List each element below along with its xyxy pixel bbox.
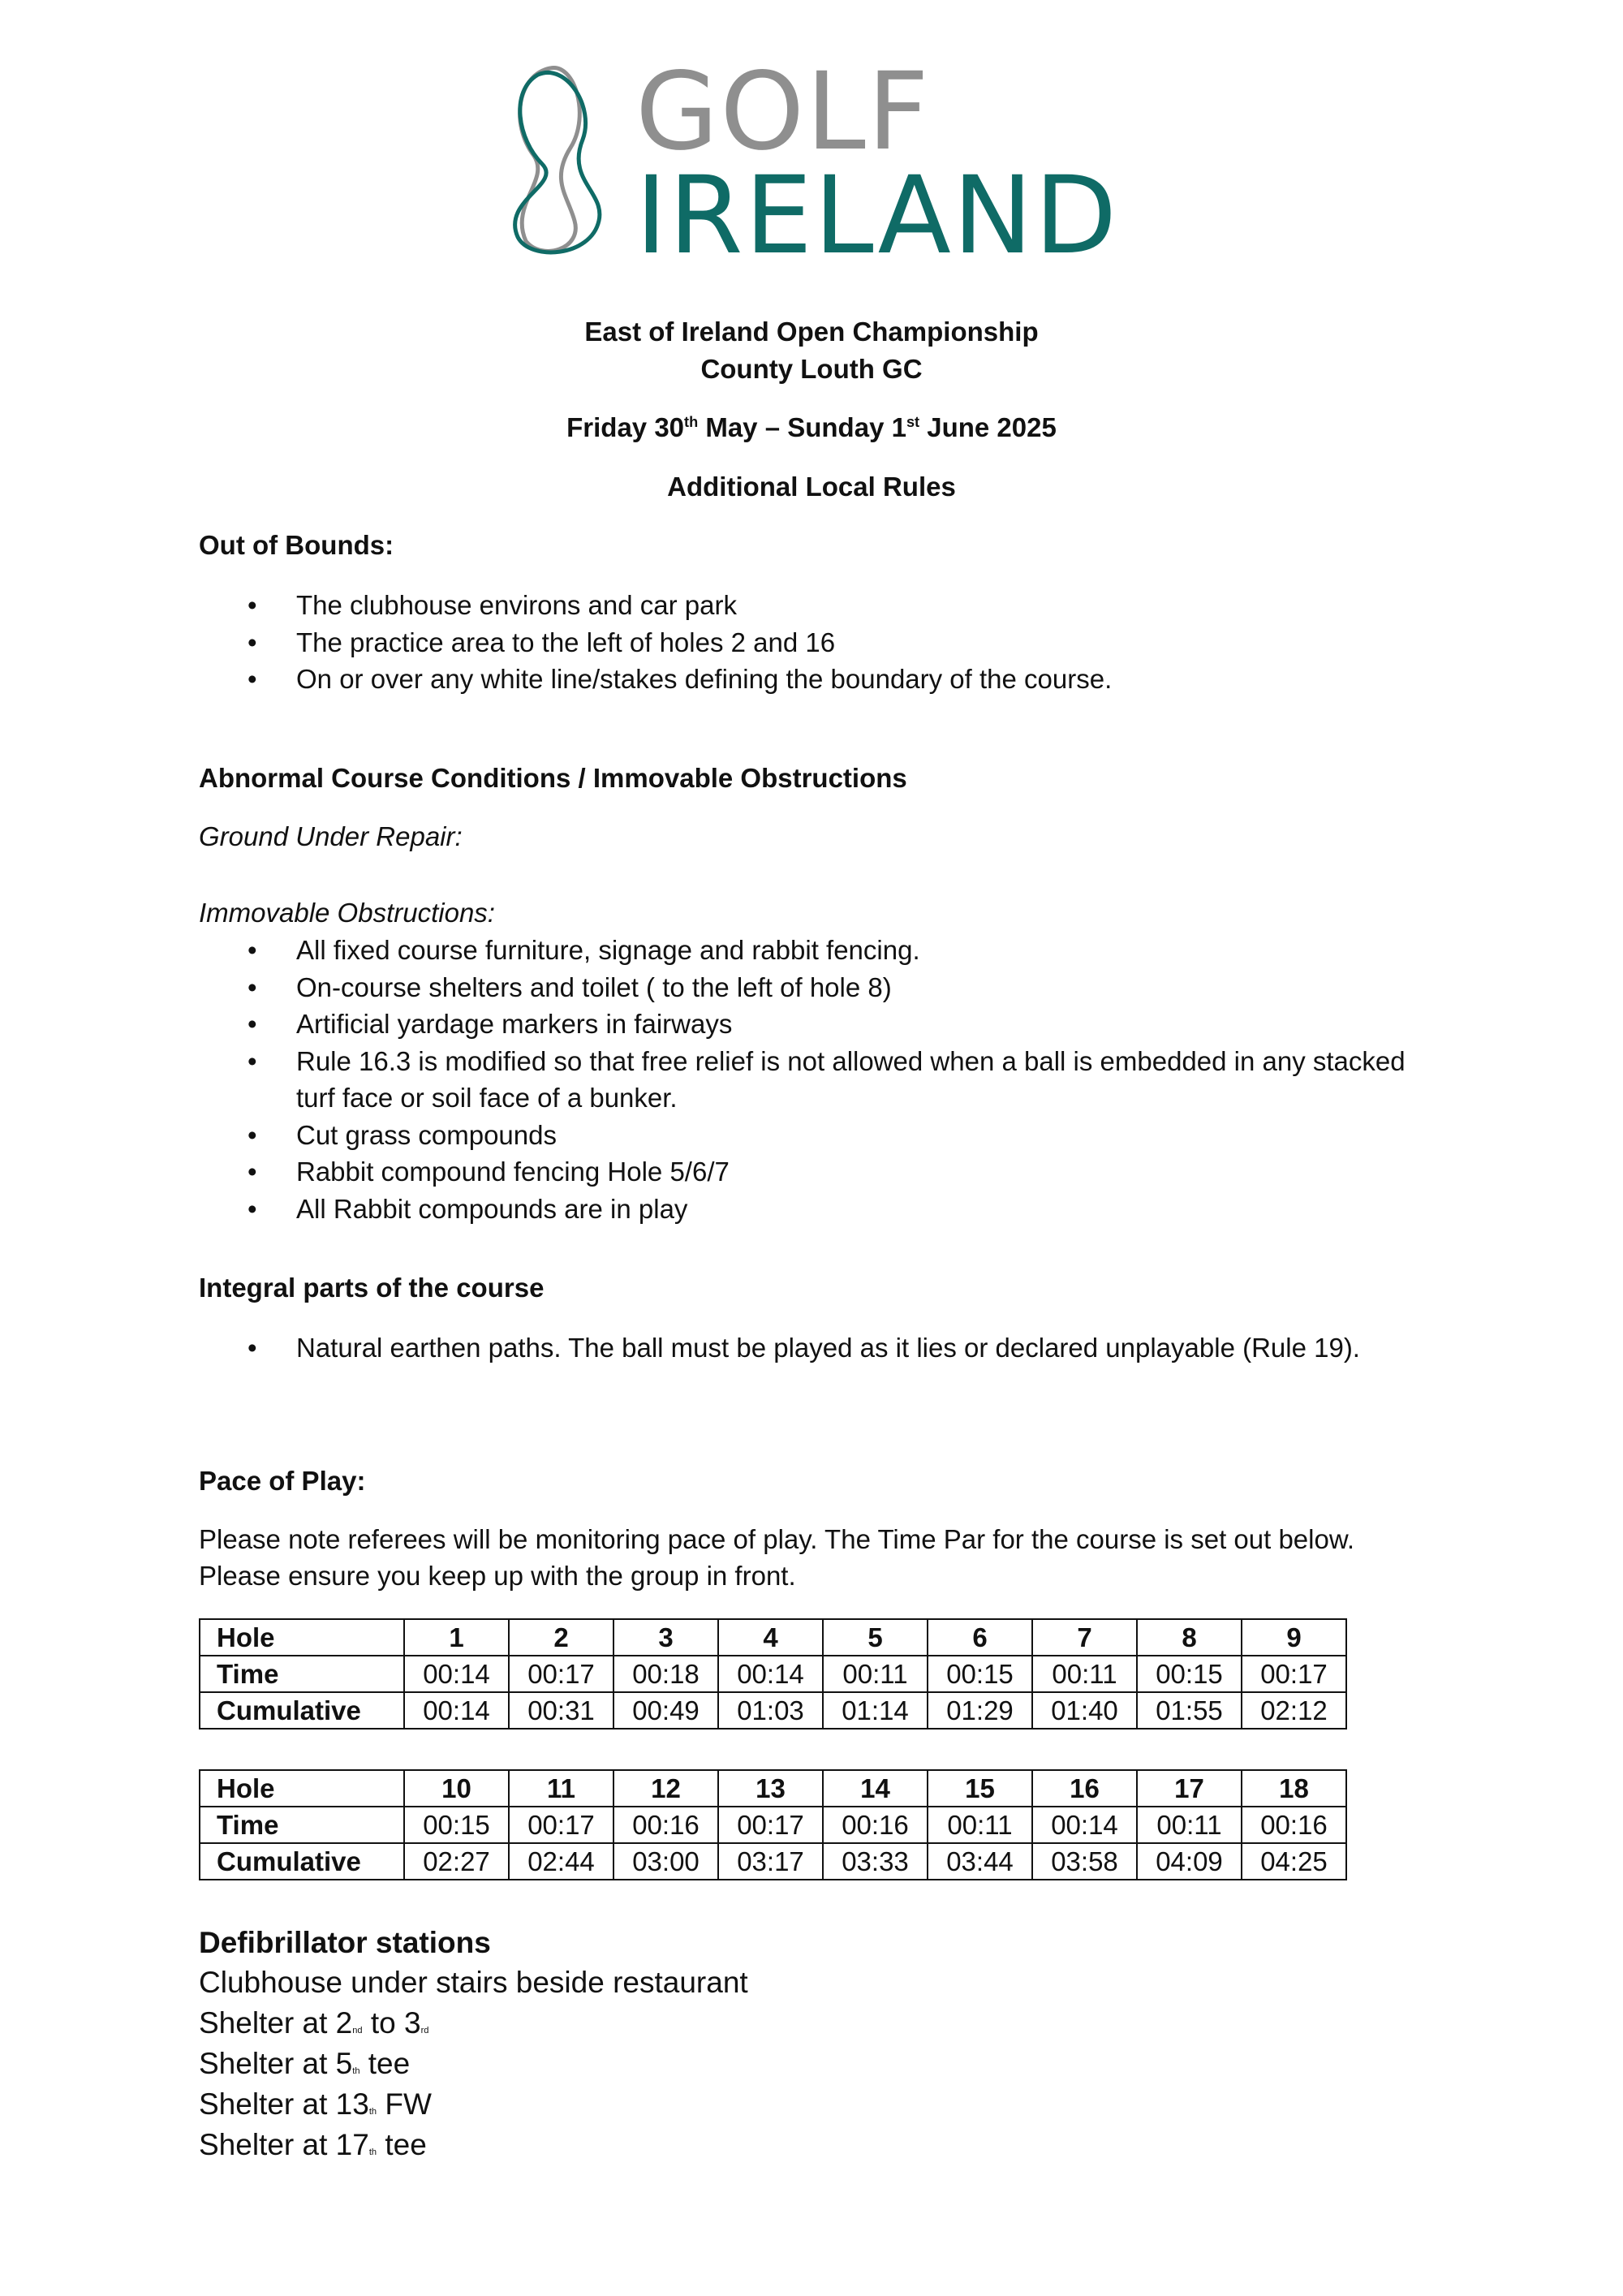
cumulative-cell: 03:44 xyxy=(928,1843,1032,1880)
hole-number: 1 xyxy=(404,1619,509,1656)
table-row xyxy=(200,1656,1346,1692)
hole-number: 6 xyxy=(928,1619,1032,1656)
list-item: • Artificial yardage markers in fairways xyxy=(199,1006,1432,1043)
gur-label: Ground Under Repair: xyxy=(199,821,463,851)
cumulative-cell: 02:44 xyxy=(509,1843,613,1880)
time-cell: 00:11 xyxy=(1032,1656,1137,1692)
logo-golf-text: GOLF xyxy=(635,50,931,174)
hole-number: 2 xyxy=(509,1619,613,1656)
hole-number: 16 xyxy=(1032,1770,1137,1807)
time-cell: 00:18 xyxy=(613,1656,718,1692)
row-label: Cumulative xyxy=(200,1692,404,1729)
list-item: • Natural earthen paths. The ball must be played as it lies or declared unplayable (Rule 19). xyxy=(199,1329,1432,1367)
abnormal-heading: Abnormal Course Conditions / Immovable Obstructions xyxy=(199,763,907,793)
hole-number: 14 xyxy=(823,1770,928,1807)
time-cell: 00:14 xyxy=(718,1656,823,1692)
list-item: • Rabbit compound fencing Hole 5/6/7 xyxy=(199,1153,1432,1191)
hole-number: 11 xyxy=(509,1770,613,1807)
io-label: Immovable Obstructions: xyxy=(199,898,495,928)
hole-number: 9 xyxy=(1242,1619,1346,1656)
list-item: • Cut grass compounds xyxy=(199,1117,1432,1154)
immovable-obstructions-list xyxy=(199,932,1432,1227)
cumulative-cell: 03:00 xyxy=(613,1843,718,1880)
defib-station: Shelter at 17th tee xyxy=(199,2128,427,2161)
time-cell: 00:16 xyxy=(1242,1807,1346,1843)
cumulative-cell: 00:49 xyxy=(613,1692,718,1729)
row-label: Cumulative xyxy=(200,1843,404,1880)
time-cell: 00:15 xyxy=(404,1807,509,1843)
cumulative-cell: 02:12 xyxy=(1242,1692,1346,1729)
defib-station: Clubhouse under stairs beside restaurant xyxy=(199,1966,748,1999)
hole-number: 5 xyxy=(823,1619,928,1656)
hole-number: 4 xyxy=(718,1619,823,1656)
cumulative-cell: 03:17 xyxy=(718,1843,823,1880)
time-cell: 00:14 xyxy=(404,1656,509,1692)
document-subtitle: Additional Local Rules xyxy=(667,472,956,502)
cumulative-cell: 03:58 xyxy=(1032,1843,1137,1880)
list-item: • The clubhouse environs and car park xyxy=(199,587,1416,624)
time-par-table-front xyxy=(199,1618,1347,1730)
defib-heading: Defibrillator stations xyxy=(199,1926,491,1959)
table-row xyxy=(200,1770,1346,1807)
event-dates: Friday 30th May – Sunday 1st June 2025 xyxy=(566,412,1057,442)
pace-text: Please note referees will be monitoring pace of play. The Time Par for the course is set out below. Please ensure you keep up with the group in front. xyxy=(199,1524,1355,1591)
cumulative-cell: 02:27 xyxy=(404,1843,509,1880)
table-row xyxy=(200,1843,1346,1880)
cumulative-cell: 00:31 xyxy=(509,1692,613,1729)
table-row xyxy=(200,1807,1346,1843)
pace-heading: Pace of Play: xyxy=(199,1466,366,1496)
integral-heading: Integral parts of the course xyxy=(199,1273,545,1303)
time-cell: 00:14 xyxy=(1032,1807,1137,1843)
table-row xyxy=(200,1692,1346,1729)
list-item: • On or over any white line/stakes defining the boundary of the course. xyxy=(199,661,1416,698)
list-item: • On-course shelters and toilet ( to the left of hole 8) xyxy=(199,969,1432,1006)
row-label: Time xyxy=(200,1807,404,1843)
time-cell: 00:11 xyxy=(928,1807,1032,1843)
row-label: Time xyxy=(200,1656,404,1692)
time-cell: 00:11 xyxy=(823,1656,928,1692)
cumulative-cell: 01:03 xyxy=(718,1692,823,1729)
time-cell: 00:16 xyxy=(613,1807,718,1843)
list-item: • All Rabbit compounds are in play xyxy=(199,1191,1432,1228)
time-cell: 00:11 xyxy=(1137,1807,1242,1843)
hole-number: 17 xyxy=(1137,1770,1242,1807)
cumulative-cell: 04:09 xyxy=(1137,1843,1242,1880)
hole-number: 3 xyxy=(613,1619,718,1656)
hole-number: 12 xyxy=(613,1770,718,1807)
hole-number: 13 xyxy=(718,1770,823,1807)
cumulative-cell: 01:14 xyxy=(823,1692,928,1729)
row-label: Hole xyxy=(200,1770,404,1807)
event-title: East of Ireland Open Championship xyxy=(584,317,1039,347)
cumulative-cell: 01:55 xyxy=(1137,1692,1242,1729)
time-cell: 00:17 xyxy=(1242,1656,1346,1692)
logo-ireland-text: IRELAND xyxy=(635,153,1119,278)
cumulative-cell: 01:29 xyxy=(928,1692,1032,1729)
row-label: Hole xyxy=(200,1619,404,1656)
list-item: • Rule 16.3 is modified so that free relief is not allowed when a ball is embedded in any stacked turf face or soil face of a bunker. xyxy=(199,1043,1432,1117)
time-cell: 00:16 xyxy=(823,1807,928,1843)
defib-station: Shelter at 5th tee xyxy=(199,2047,411,2080)
cumulative-cell: 01:40 xyxy=(1032,1692,1137,1729)
time-cell: 00:15 xyxy=(928,1656,1032,1692)
time-cell: 00:17 xyxy=(718,1807,823,1843)
golf-ireland-logo xyxy=(493,50,1143,278)
event-venue: County Louth GC xyxy=(700,354,923,384)
out-of-bounds-list xyxy=(199,587,1416,698)
defib-station: Shelter at 2nd to 3rd xyxy=(199,2006,429,2040)
out-of-bounds-heading: Out of Bounds: xyxy=(199,530,394,560)
time-par-table-back xyxy=(199,1769,1347,1880)
time-cell: 00:15 xyxy=(1137,1656,1242,1692)
hole-number: 18 xyxy=(1242,1770,1346,1807)
cumulative-cell: 00:14 xyxy=(404,1692,509,1729)
table-row xyxy=(200,1619,1346,1656)
hole-number: 10 xyxy=(404,1770,509,1807)
list-item: • All fixed course furniture, signage and rabbit fencing. xyxy=(199,932,1432,969)
cumulative-cell: 03:33 xyxy=(823,1843,928,1880)
cumulative-cell: 04:25 xyxy=(1242,1843,1346,1880)
list-item: • The practice area to the left of holes 2 and 16 xyxy=(199,624,1416,661)
integral-list xyxy=(199,1329,1432,1367)
hole-number: 15 xyxy=(928,1770,1032,1807)
hole-number: 7 xyxy=(1032,1619,1137,1656)
hole-number: 8 xyxy=(1137,1619,1242,1656)
time-cell: 00:17 xyxy=(509,1656,613,1692)
defib-station: Shelter at 13th FW xyxy=(199,2087,432,2121)
time-cell: 00:17 xyxy=(509,1807,613,1843)
